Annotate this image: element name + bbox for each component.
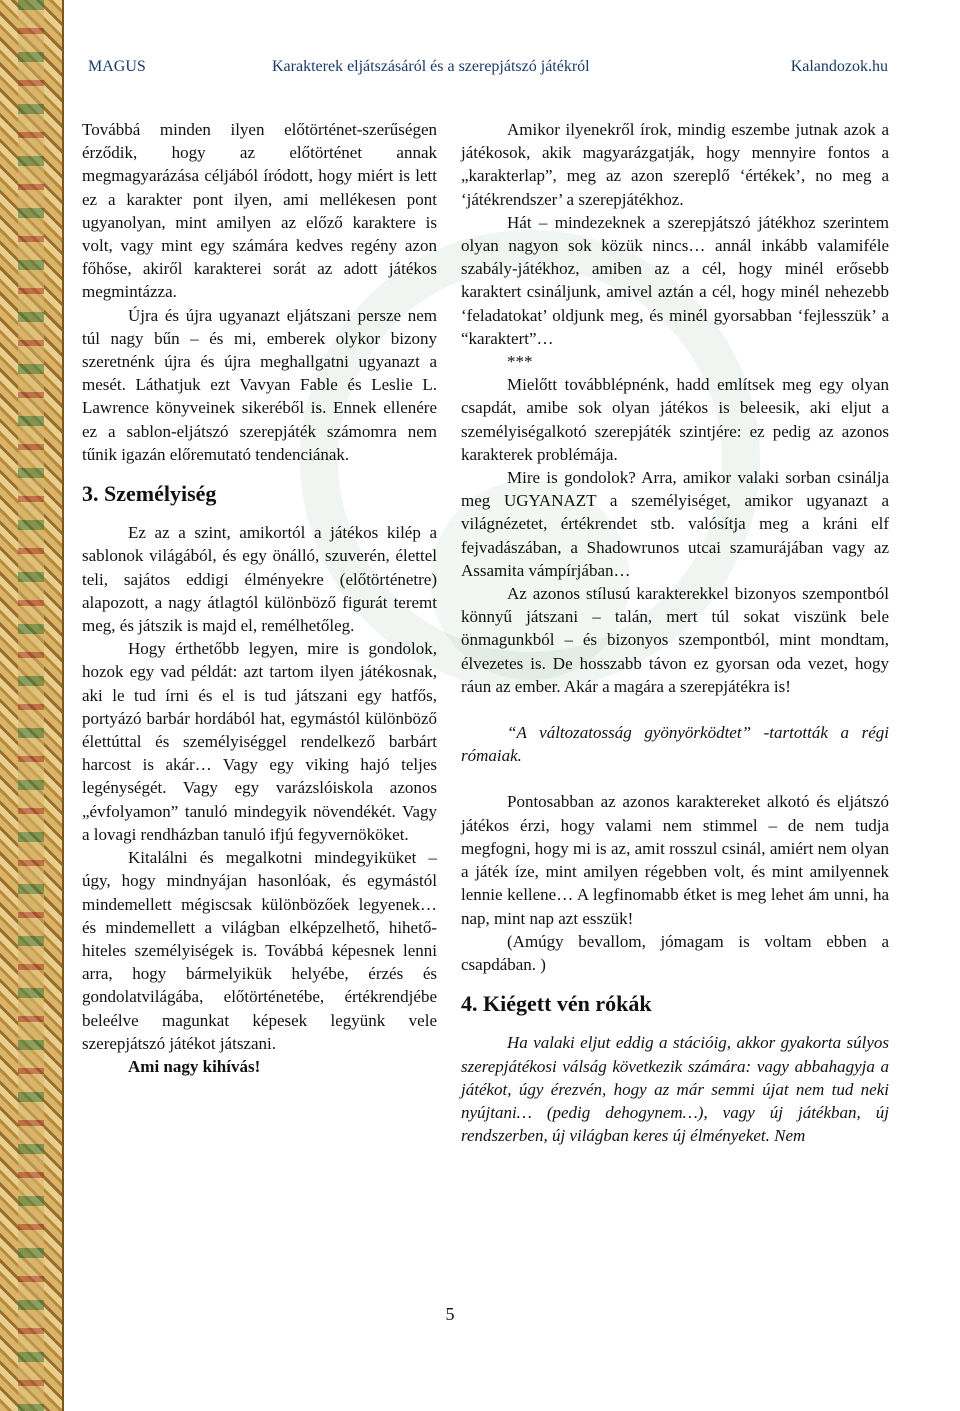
paragraph: Újra és újra ugyanazt eljátszani persze nem túl nagy bűn – és mi, emberek olykor bizony szeretnénk újra és újra meghallgatni ugyanazt a mesét. Láthatjuk ezt Vavyan Fable és Leslie L. Lawrence könyveinek sikeréből is. Ennek ellenére ez a sablon-eljátszó szerepjáték számomra nem tűnik igazán előremutató tendenciának.	[82, 305, 437, 464]
header-right: Kalandozok.hu	[790, 58, 888, 75]
paragraph: Kitalálni és megalkotni mindegyiküket – úgy, hogy mindnyájan hasonlóak, és egymástól mindemellett mégiscsak különbözőek legyenek… és mindemellett a világban elképzelhető, hihető-hiteles személyiségek is. Továbbá képesnek lenni arra, hogy bármelyikük helyébe, érzés és gondolatvilágába, előtörténetébe, értékrendjébe beleélve magunkat képesek legyünk vele szerepjátszó játékot játszani.	[82, 848, 437, 1053]
decorative-border	[0, 0, 64, 1411]
paragraph: Ez az a szint, amikortól a játékos kilép a sablonok világából, és egy önálló, szuverén, élettel teli, sajátos eddigi élményekre (előtörténetre) alapozott, a nagy átlagtól különböző figurát teremt meg, és játszik is majd el, remélhetőleg.	[82, 523, 437, 636]
paragraph: Hát – mindezeknek a szerepjátszó játékhoz szerintem olyan nagyon sok közük nincs… annál inkább valamiféle szabály-játékhoz, amiben az a cél, hogy minél erősebb karaktert csináljunk, amivel aztán a cél, hogy minél nehezebb ‘feladatokat’ oldjunk meg, és minél gyorsabban ‘fejlesszük’ a “karaktert”…	[461, 212, 889, 348]
paragraph: Mielőtt továbblépnénk, hadd említsek meg egy olyan csapdát, amibe sok olyan játékos is beleesik, aki eljut a személyiségalkotó szerepjáték szintjére: ez pedig az azonos karakterek problémája.	[461, 375, 889, 464]
section-heading: 3. Személyiség	[82, 481, 217, 507]
section-heading: 4. Kiégett vén rókák	[461, 991, 652, 1017]
paragraph: Amikor ilyenekről írok, mindig eszembe jutnak azok a játékosok, akik magyarázgatják, hogy mennyire fontos a „karakterlap”, meg az azon szereplő ‘értékek’, no meg a ‘játékrendszer’ a szerepjátékhoz.	[461, 120, 889, 209]
paragraph: Továbbá minden ilyen előtörténet-szerűségen érződik, hogy az előtörténet annak megmagyarázása céljából íródott, hogy miért is lett ez a karakter pont ilyen, ami mellékesen pont ugyanolyan, mint amilyen az előző karaktere is volt, vagy mint egy számára kedves regény azon főhőse, akiről karakterei sorát az adott játékos megmintázza.	[82, 120, 437, 302]
header-title: Karakterek eljátszásáról és a szerepjátszó játékról	[272, 58, 590, 75]
quote: “A változatosság gyönyörködtet” -tartották a régi rómaiak.	[461, 723, 889, 766]
page-number: 5	[445, 1304, 455, 1324]
separator-stars: ***	[507, 352, 533, 372]
header-left: MAGUS	[88, 58, 146, 75]
paragraph: (Amúgy bevallom, jómagam is voltam ebben a csapdában. )	[461, 931, 889, 974]
paragraph: Hogy érthetőbb legyen, mire is gondolok, hozok egy vad példát: azt tartom ilyen játékosnak, aki le tud írni és el is tud játszani egy hatfős, portyázó barbár hordából hat, egymástól különböző élettúttal és személyiséggel rendelkező barbárt harcost is akár… Vagy egy viking hajó teljes legénységét. Vagy egy varázslóiskola azonos „évfolyamon” tanuló mindegyik növendékét. Vagy a lovagi rendházban tanuló ifjú fegyvernököket.	[82, 639, 437, 844]
left-column	[82, 118, 437, 1078]
paragraph: Pontosabban az azonos karaktereket alkotó és eljátszó játékos érzi, hogy valami nem stimmel – de nem tudja megfogni, hogy mi is az, amit rosszul csinál, amiért nem olyan a játék íze, mint amilyen régebben volt, és mint amilyennek lennie kellene… A legfinomabb étket is meg lehet ám unni, ha nap, mint nap azt esszük!	[461, 792, 889, 928]
paragraph: Az azonos stílusú karakterekkel bizonyos szempontból könnyű játszani – talán, mert túl sokat viszünk bele önmagunkból – és bizonyos szempontból, mint mondtam, élvezetes is. De hosszabb távon ez gyorsan oda vezet, hogy ráun az ember. Akár a magára a szerepjátékra is!	[461, 584, 889, 696]
right-column	[461, 118, 889, 1147]
paragraph: Mire is gondolok? Arra, amikor valaki sorban csinálja meg UGYANAZT a személyiséget, amikor ugyanazt a világnézetet, értékrendet stb. valósítja meg a kráni elf fejvadászában, a Shadowrunos utcai szamurájában vagy az Assamita vámpírjában…	[461, 468, 889, 580]
paragraph-emphasis: Ami nagy kihívás!	[128, 1056, 261, 1076]
paragraph-italic: Ha valaki eljut eddig a stációig, akkor gyakorta súlyos szerepjátékosi válság következik számára: vagy abbahagyja a játékot, úgy érezvén, hogy az már semmi újat nem tud neki nyújtani… (pedig dehogynem…), vagy új játékban, új rendszerben, új világban keres új élményeket. Nem	[461, 1033, 889, 1146]
